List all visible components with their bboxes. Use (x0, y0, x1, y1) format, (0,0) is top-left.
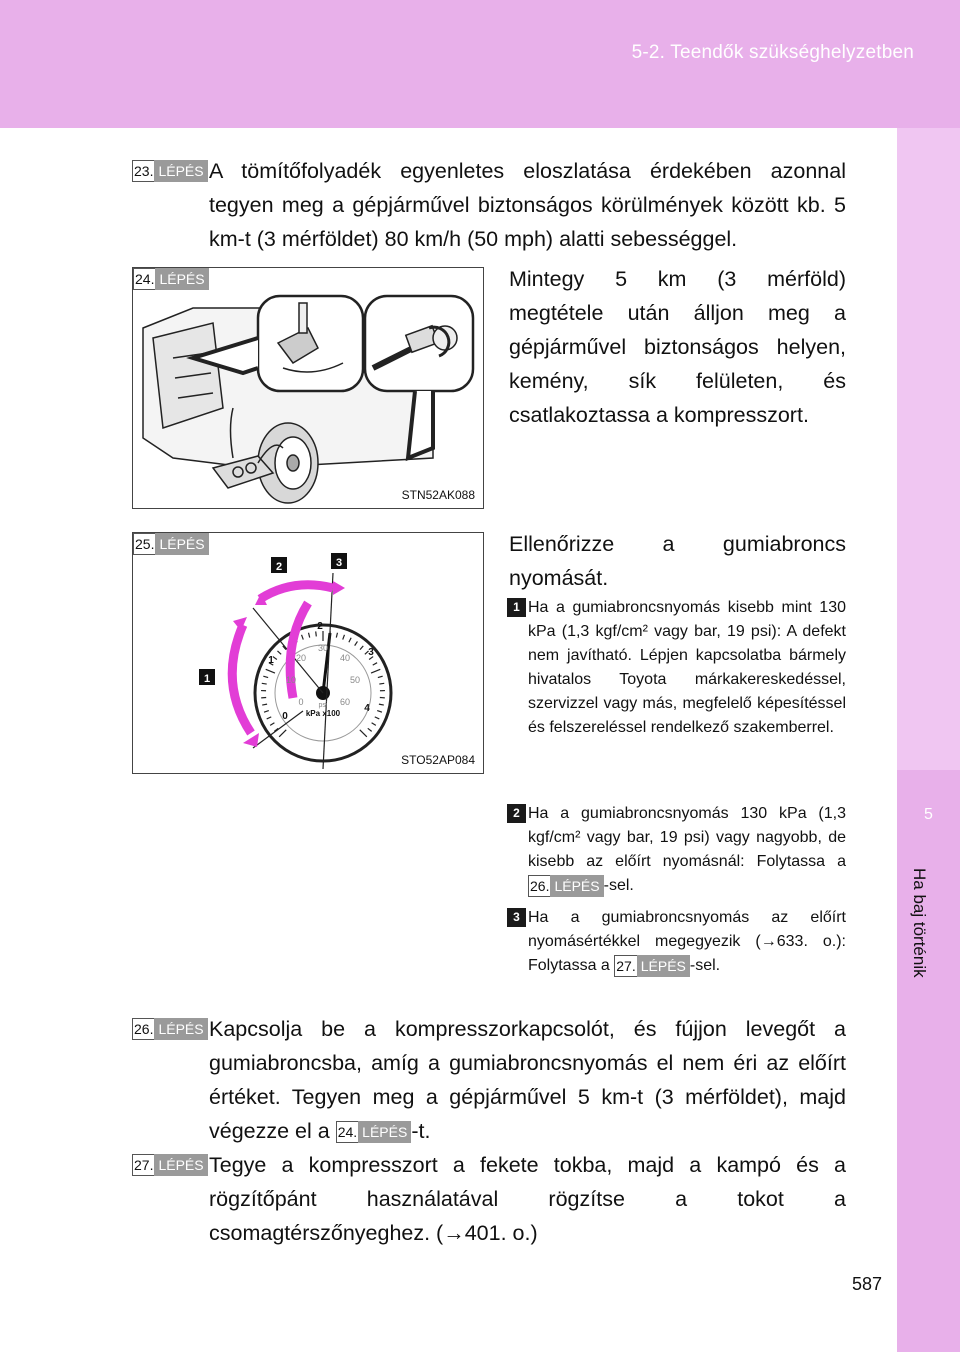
step-24-label: 24. LÉPÉS (133, 268, 209, 290)
gauge-inner-30: 30 (317, 643, 329, 653)
section-title: 5-2. Teendők szükséghelyzetben (631, 42, 914, 63)
step-27-text: Tegye a kompresszort a fekete tokba, majd a kampó és a rögzítőpánt használatával rögzítse a tokot a csomagtérszőnyeghez. (→401. o.) (209, 1153, 846, 1245)
callout-2: 2 (275, 561, 283, 573)
step-25-text: Ellenőrizze a gumiabroncs nyomását. (509, 532, 846, 590)
gauge-inner-10: 10 (285, 675, 297, 685)
gauge-inner-0: 0 (298, 697, 304, 707)
callout-3: 3 (335, 557, 343, 569)
step-ref-26[interactable]: 26. LÉPÉS (528, 875, 604, 897)
step-25-label: 25. LÉPÉS (133, 533, 209, 555)
note-badge-3: 3 (507, 908, 526, 927)
gauge-inner-40: 40 (339, 653, 351, 663)
page-header (0, 0, 960, 128)
gauge-outer-2: 2 (317, 621, 323, 632)
step-26-text: Kapcsolja be a kompresszorkapcsolót, és fújjon levegőt a gumiabroncsba, amíg a gumiabroncsnyomás el nem éri az előírt értéket. Tegyen meg a gépjárművel 5 km-t (3 mérföldet), majd végezze el a 24. LÉPÉS -t. (209, 1017, 846, 1143)
note-2-text: Ha a gumiabroncsnyomás 130 kPa (1,3 kgf/cm² vagy bar, 19 psi) vagy nagyobb, de kisebb az előírt nyomásnál: Folytassa a 26. LÉPÉS -sel. (528, 802, 846, 898)
side-tab-upper (897, 128, 960, 770)
step-ref-24[interactable]: 24. LÉPÉS (336, 1121, 412, 1143)
pressure-gauge-figure (132, 532, 484, 774)
figure-code: STO52AP084 (401, 753, 475, 767)
side-tab-chapter (897, 770, 960, 1352)
note-badge-2: 2 (507, 804, 526, 823)
gauge-psi-label: psi (318, 702, 328, 709)
gauge-outer-3: 3 (368, 647, 374, 658)
chapter-title: Ha baj történik (910, 868, 929, 978)
gauge-tick (379, 683, 384, 684)
gauge-outer-1: 1 (268, 655, 274, 666)
gauge-inner-50: 50 (349, 675, 361, 685)
gauge-unit-label: kPa x100 (305, 709, 341, 718)
page-number: 587 (851, 1274, 882, 1294)
gauge-outer-0: 0 (282, 711, 288, 722)
step-27-label: 27. LÉPÉS (132, 1154, 208, 1176)
gauge-inner-20: 20 (295, 653, 307, 663)
gauge-illustration (133, 533, 483, 773)
gauge-tick (316, 631, 317, 636)
gauge-outer-4: 4 (364, 703, 370, 714)
note-badge-1: 1 (507, 598, 526, 617)
step-26-label: 26. LÉPÉS (132, 1018, 208, 1040)
note-1-text: Ha a gumiabroncsnyomás kisebb mint 130 kPa (1,3 kgf/cm² vagy bar, 19 psi): A defekt nem javítható. Lépjen kapcsolatba bármely hivatalos Toyota márkakereskedéssel, szervizzel vagy más, megfelelő képesítéssel és felszereléssel rendelkező szakemberrel. (528, 599, 846, 736)
gauge-inner-60: 60 (339, 697, 351, 707)
step-23-text: A tömítőfolyadék egyenletes eloszlatása érdekében azonnal tegyen meg a gépjárművel biztonságos körülmények között kb. 5 km-t (3 mérföldet) 80 km/h (50 mph) alatti sebességgel. (209, 159, 846, 251)
chapter-number: 5 (924, 806, 933, 823)
figure-code: STN52AK088 (401, 488, 475, 502)
car-compressor-illustration (133, 268, 483, 508)
callout-1: 1 (203, 673, 211, 685)
step-23-label: 23. LÉPÉS (132, 160, 208, 182)
step-24-text: Mintegy 5 km (3 mérföld) megtétele után álljon meg a gépjárművel biztonságos helyen, kemény, sík felületen, és csatlakoztassa a kompresszort. (509, 267, 846, 427)
note-3-text: Ha a gumiabroncsnyomás az előírt nyomásértékkel megegyezik (→633. o.): Folytassa a 27. LÉPÉS -sel. (528, 906, 846, 978)
gauge-tick (262, 683, 267, 684)
step-ref-27[interactable]: 27. LÉPÉS (614, 955, 690, 977)
compressor-connection-figure (132, 267, 484, 509)
